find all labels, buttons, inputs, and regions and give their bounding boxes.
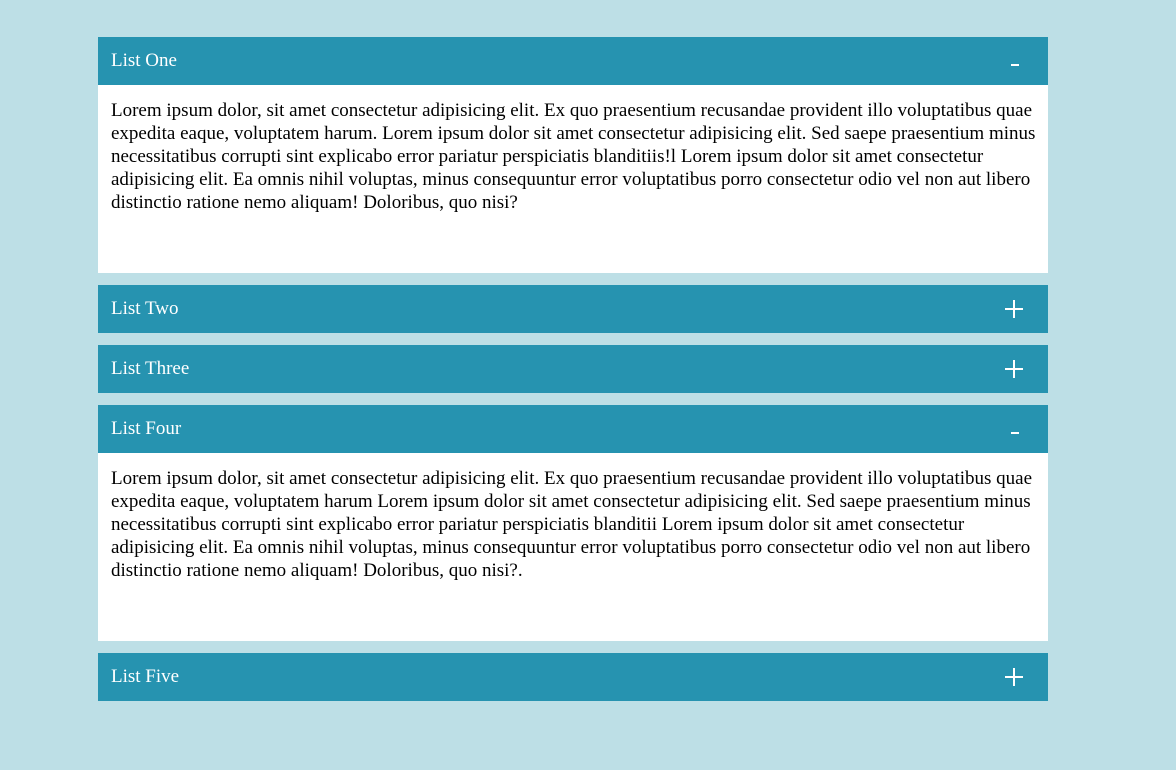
plus-icon[interactable] — [1002, 357, 1026, 381]
accordion-content: Lorem ipsum dolor, sit amet consectetur adipisicing elit. Ex quo praesentium recusandae provident illo voluptatibus quae expedita eaque, voluptatem harum Lorem ipsum dolor sit amet consectetur adipisicing elit. Sed saepe praesentium minus necessitatibus corrupti sint explicabo error pariatur perspiciatis blanditii Lorem ipsum dolor sit amet consectetur adipisicing elit. Ea omnis nihil voluptas, minus consequuntur error voluptatibus porro consectetur odio vel non aut libero distinctio ratione nemo aliquam! Doloribus, quo nisi?. — [111, 468, 1033, 581]
plus-icon[interactable] — [1002, 297, 1026, 321]
accordion-item-list-four — [98, 405, 1048, 641]
minus-icon[interactable] — [1002, 49, 1026, 73]
accordion-title: List One — [111, 50, 177, 71]
accordion-title: List Two — [111, 298, 179, 319]
accordion-title: List Three — [111, 358, 190, 379]
accordion-header-list-one[interactable] — [98, 37, 1048, 85]
accordion-header-list-four[interactable] — [98, 405, 1048, 453]
accordion-header-list-five[interactable] — [98, 653, 1048, 701]
accordion-title: List Five — [111, 666, 180, 687]
plus-icon[interactable] — [1002, 665, 1026, 689]
accordion-content: Lorem ipsum dolor, sit amet consectetur adipisicing elit. Ex quo praesentium recusandae provident illo voluptatibus quae expedita eaque, voluptatem harum. Lorem ipsum dolor sit amet consectetur adipisicing elit. Sed saepe praesentium minus necessitatibus corrupti sint explicabo error pariatur perspiciatis blanditiis!l Lorem ipsum dolor sit amet consectetur adipisicing elit. Ea omnis nihil voluptas, minus consequuntur error voluptatibus porro consectetur odio vel non aut libero distinctio ratione nemo aliquam! Doloribus, quo nisi? — [111, 100, 1036, 213]
accordion-item-list-three — [98, 345, 1048, 393]
accordion-panel-list-four — [98, 453, 1048, 641]
accordion-panel-list-one — [98, 85, 1048, 273]
accordion-title: List Four — [111, 418, 182, 439]
accordion-item-list-one — [98, 37, 1048, 273]
accordion-item-list-two — [98, 285, 1048, 333]
accordion — [98, 37, 1048, 713]
accordion-item-list-five — [98, 653, 1048, 701]
accordion-header-list-two[interactable] — [98, 285, 1048, 333]
accordion-header-list-three[interactable] — [98, 345, 1048, 393]
minus-icon[interactable] — [1002, 417, 1026, 441]
